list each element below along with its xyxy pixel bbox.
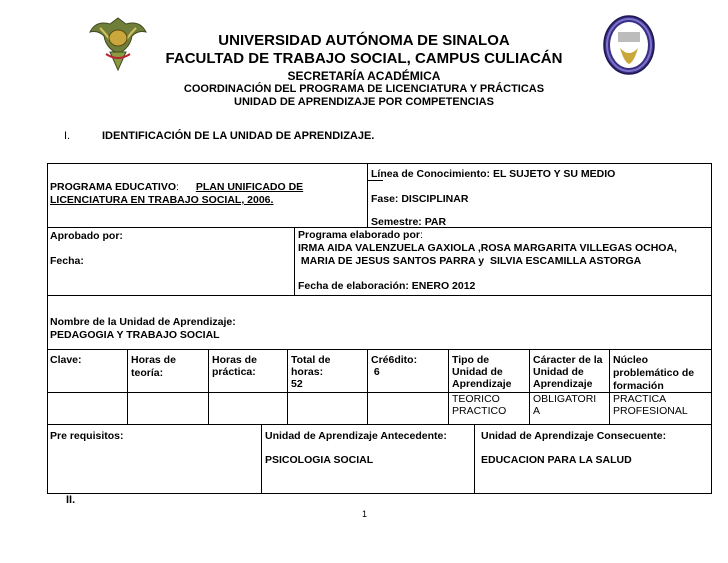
knowledge-line: Línea de Conocimiento: EL SUJETO Y SU MEDIO <box>371 168 616 180</box>
character-value-1: OBLIGATORI <box>533 393 597 405</box>
phase: Fase: DISCIPLINAR <box>371 193 469 205</box>
unit-type-value-2: PRACTICO <box>452 405 507 417</box>
unit-subtitle: UNIDAD DE APRENDIZAJE POR COMPETENCIAS <box>234 96 494 108</box>
credit-value: 6 <box>371 366 380 378</box>
total-hours-label-2: horas: <box>291 366 324 378</box>
theory-hours-label-1: Horas de <box>131 354 176 366</box>
prerequisites-label: Pre requisitos: <box>50 430 124 442</box>
section-number: I. <box>64 130 71 142</box>
consequent-label: Unidad de Aprendizaje Consecuente: <box>481 430 667 442</box>
unit-type-label-2: Unidad de <box>452 366 503 378</box>
section-title: IDENTIFICACIÓN DE LA UNIDAD DE APRENDIZAJE. <box>102 130 375 142</box>
elaborated-by-line1: IRMA AIDA VALENZUELA GAXIOLA ,ROSA MARGARITA VILLEGAS OCHOA, <box>298 242 677 254</box>
total-hours-label-1: Total de <box>291 354 331 366</box>
character-value-2: A <box>533 405 541 417</box>
university-title: UNIVERSIDAD AUTÓNOMA DE SINALOA <box>218 32 510 49</box>
unit-name-label: Nombre de la Unidad de Aprendizaje: <box>50 316 236 328</box>
section-two-number: II. <box>66 494 76 506</box>
unit-type-value-1: TEORICO <box>452 393 500 405</box>
core-problem-value-2: PROFESIONAL <box>613 405 688 417</box>
antecedent-label: Unidad de Aprendizaje Antecedente: <box>265 430 447 442</box>
core-problem-label-1: Núcleo <box>613 354 649 366</box>
character-label-2: Unidad de <box>533 366 584 378</box>
elaborated-by-line2: MARIA DE JESUS SANTOS PARRA y SILVIA ESCAMILLA ASTORGA <box>298 255 642 267</box>
semester: Semestre: PAR <box>371 216 447 228</box>
practice-hours-label-1: Horas de <box>212 354 257 366</box>
total-hours-value: 52 <box>291 378 303 390</box>
practice-hours-label-2: práctica: <box>212 366 256 378</box>
antecedent-value: PSICOLOGIA SOCIAL <box>265 454 374 466</box>
date-label: Fecha: <box>50 255 84 267</box>
program-value: LICENCIATURA EN TRABAJO SOCIAL, 2006. <box>50 194 274 206</box>
theory-hours-label-2: teoría: <box>131 367 164 379</box>
approved-by-label: Aprobado por: <box>50 230 123 242</box>
secretariat-title: SECRETARÍA ACADÉMICA <box>287 69 441 83</box>
core-problem-value-1: PRACTICA <box>613 393 667 405</box>
character-label-3: Aprendizaje <box>533 378 593 390</box>
faculty-seal-logo <box>602 14 656 76</box>
clave-label: Clave: <box>50 354 82 366</box>
faculty-title: FACULTAD DE TRABAJO SOCIAL, CAMPUS CULIACÁN <box>165 50 563 67</box>
elaboration-date: Fecha de elaboración: ENERO 2012 <box>298 280 476 292</box>
coordination-title: COORDINACIÓN DEL PROGRAMA DE LICENCIATURA Y PRÁCTICAS <box>183 83 545 95</box>
program-label-row: PROGRAMA EDUCATIVO: PLAN UNIFICADO DE <box>50 181 304 193</box>
core-problem-label-2: problemático de <box>613 367 695 379</box>
page-number: 1 <box>362 509 368 519</box>
elaborated-by-label: Programa elaborado por: <box>298 229 423 241</box>
core-problem-label-3: formación <box>613 380 664 392</box>
unit-type-label-1: Tipo de <box>452 354 490 366</box>
unit-name-value: PEDAGOGIA Y TRABAJO SOCIAL <box>50 329 220 341</box>
unit-type-label-3: Aprendizaje <box>452 378 512 390</box>
character-label-1: Cáracter de la <box>533 354 603 366</box>
consequent-value: EDUCACION PARA LA SALUD <box>481 454 632 466</box>
credit-label: Cré6dito: <box>371 354 418 366</box>
